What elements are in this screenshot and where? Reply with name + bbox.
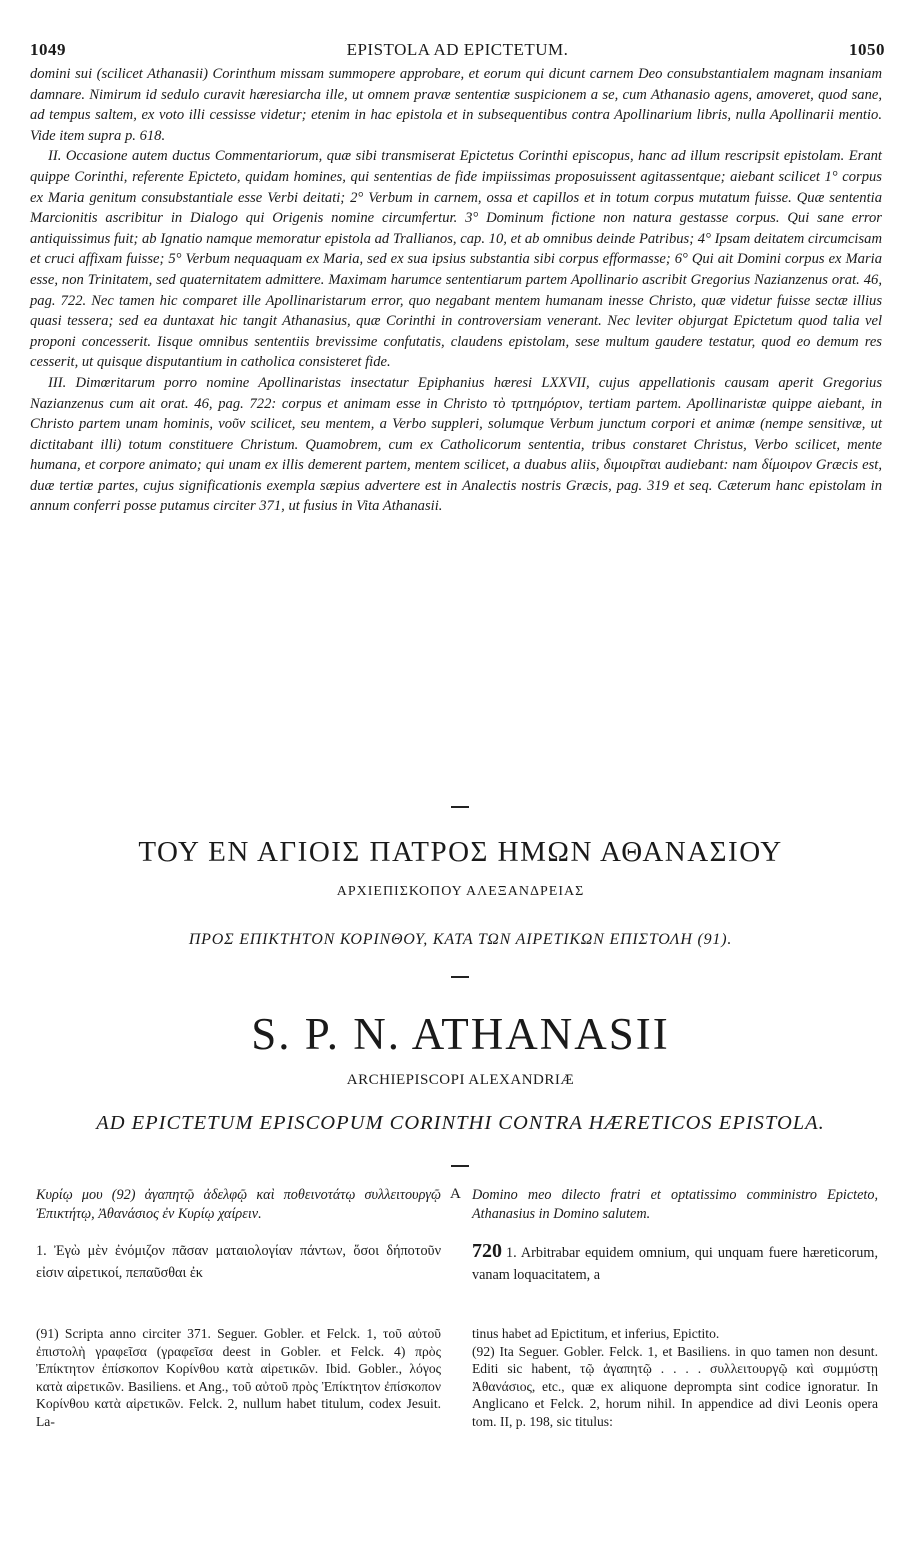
latin-salutation: Domino meo dilecto fratri et optatissimo comministro Epicteto, Athanasius in Domino salutem.: [472, 1187, 878, 1222]
page-number-right: 1050: [849, 40, 885, 59]
column-marker: A: [450, 1186, 461, 1202]
greek-subtitle: ΑΡΧΙΕΠΙΣΚΟΠΟΥ ΑΛΕΞΑΝΔΡΕΙΑΣ: [336, 884, 585, 899]
greek-body-text: 1. Ἐγὼ μὲν ἐνόμιζον πᾶσαν ματαιολογίαν πάντων, ὅσοι δήποτοῦν εἰσιν αἱρετικοί, πεπαῦσθαι ἐκ: [36, 1243, 441, 1281]
introductory-notes: [30, 64, 882, 517]
intro-paragraph-3: III. Dimœritarum porro nomine Apollinaristas insectatur Epiphanius hæresi LXXVII, cujus appellationis causam aperit Gregorius Nazianzenus cum ait orat. 46, pag. 722: corpus et animam esse in Christo τὸ τριτημόριον, tertiam partem. Apollinaristæ quippe aiebant, in Christo partem unam hominis, νοῦν scilicet, seu mentem, a Verbo suppleri, solumque Verbum junctum corpori et animæ (nempe sensitivæ, ut dictitabant illi) totum constituere Christum. Quamobrem, cum ex Catholicorum sententia, tribus constaret Christus, Verbo scilicet, mente humana, et corpore animato; qui unam ex illis demerent partem, mentem scilicet, a duabus aliis, διμοιρῖται audiebant: nam δίμοιρον Græcis est, duæ tertiæ partes, cujus significationis exempla sæpius advertere est in Analectis nostris Græcis, pag. 319 et seq. Cæterum hanc epistolam in annum conferri posse putamus circiter 371, ut fusius in Vita Athanasii.: [30, 374, 882, 515]
footnote-91-continuation: tinus habet ad Epictitum, et inferius, Epictito.: [472, 1326, 720, 1341]
running-title: EPISTOLA AD EPICTETUM.: [346, 40, 569, 59]
intro-paragraph-2: II. Occasione autem ductus Commentariorum, quæ sibi transmiserat Epictetus Corinthi episcopus, hanc ad illum rescripsit epistolam. Erant quippe Corinthi, referente Epicteto, quidam homines, qui sententias de fide impiissimas proposuissent agitassentque; aiebant scilicet 1° corpus ex Maria genitum consubstantiale esse Verbi deitati; 2° Verbum in carnem, ossa et capillos et in totum corpus mutatum fuisse. Quæ sententia Marcionitis ascribitur in Dialogo qui Origenis nomine circumfertur. 3° Dominum fictione non natura gestasse corpus. Qui sane error antiquissimus fuit; ab Ignatio namque memoratur epistola ad Trallianos, cap. 10, et ab omnibus deinde Patribus; 4° Ipsam deitatem circumcisam et cruci affixam fuisse; 5° Verbum nequaquam ex Maria, sed ex sua ipsius substantia sibi corpus efformasse; 6° Qui ait Domini corpus ex Maria esse, non Trinitatem, sed quaternitatem admittere. Maximam harumce sententiarum partem Apollinario ascribit Gregorius Nazianzenus orat. 46, pag. 722. Nec tamen hic comparet ille Apollinaristarum error, quo negabant mentem humanam inesse Christo, quæ videtur fuisse sectæ illius quasi tessera; sed ea duntaxat hic tangit Athanasius, quæ Corinthi in controversiam venerant. Nec leviter objurgat Epictetum quod talia vel proponi concesserit. Iisque omnibus sententiis brevissime confutatis, claudens epistolam, sese multum gaudere testatur, quod eo demum res cesserit, ut quisque disputantium in catholica consisteret fide.: [30, 148, 882, 371]
separator-dash: [451, 806, 469, 808]
footnotes-right: [472, 1325, 878, 1431]
greek-title: ΤΟΥ ΕΝ ΑΓΙΟΙΣ ΠΑΤΡΟΣ ΗΜΩΝ ΑΘΑΝΑΣΙΟΥ: [138, 836, 783, 868]
latin-body-text: [472, 1240, 878, 1286]
separator-dash: [451, 976, 469, 978]
separator-dash: [451, 1165, 469, 1167]
latin-body-sentence: 1. Arbitrabar equidem omnium, qui unquam fuere hæreticorum, vanam loquacitatem, a: [472, 1245, 878, 1283]
latin-epistle-heading: AD EPICTETUM EPISCOPUM CORINTHI CONTRA HÆRETICOS EPISTOLA.: [96, 1112, 825, 1134]
greek-salutation: Κυρίῳ μου (92) ἀγαπητῷ ἀδελφῷ καὶ ποθεινοτάτῳ συλλειτουργῷ Ἐπικτήτῳ, Ἀθανάσιος ἐν Κυρίῳ χαίρειν.: [36, 1187, 441, 1222]
latin-subtitle: ARCHIEPISCOPI ALEXANDRIÆ: [346, 1072, 575, 1088]
footnotes-left: [36, 1325, 441, 1431]
footnote-92: (92) Ita Seguer. Gobler. Felck. 1, et Basiliens. in quo tamen non desunt. Editi sic habent, τῷ ἀγαπητῷ . . . . συλλειτουργῷ καὶ συμμύστῃ Ἀθανάσιος, etc., quæ ex aliquone deprompta sint codice ignoratur. In Anglicano et Felck. 2, horum nihil. In appendice ad divi Leonis opera tom. II, p. 198, sic titulus:: [472, 1343, 878, 1429]
intro-paragraph-1: domini sui (scilicet Athanasii) Corinthum missam summopere approbare, et eorum qui dicunt carnem Deo consubstantialem magnam insaniam damnare. Nimirum id sedulo curavit hæresiarcha ille, ut omnem pravæ sententiæ suspicionem a se, cum Athanasio agens, amoveret, quod sane, ad tempus saltem, ex voto illi cessisse videtur; etenim in hac epistola et in subsequentibus contra Apollinarium libris, nulla Apollinarii mentio. Vide item supra p. 618.: [30, 66, 882, 144]
margin-page-number: 720: [472, 1240, 502, 1262]
footnote-91: (91) Scripta anno circiter 371. Seguer. Gobler. et Felck. 1, τοῦ αὐτοῦ ἐπιστολὴ γραφεῖσα (γραφεῖσα deest in Gobler. et Felck. 4) πρὸς Ἐπίκτητον ἐπίσκοπον Κορίνθου κατὰ αἱρετικῶν. Ibid. Gobler., λόγος κατὰ αἱρετικῶν. Basiliens. et Ang., τοῦ αὐτοῦ πρὸς Ἐπίκτητον ἐπίσκοπον Κορίνθου κατὰ αἱρετικῶν. Felck. 2, nullum habet titulum, codex Jesuit. La-: [36, 1326, 441, 1429]
page-number-left: 1049: [30, 40, 66, 59]
greek-epistle-heading: ΠΡΟΣ ΕΠΙΚΤΗΤΟΝ ΚΟΡΙΝΘΟΥ, ΚΑΤΑ ΤΩΝ ΑΙΡΕΤΙΚΩΝ ΕΠΙΣΤΟΛΗ (91).: [188, 931, 733, 948]
running-header: [30, 40, 885, 64]
latin-title: S. P. N. ATHANASII: [251, 1009, 670, 1059]
